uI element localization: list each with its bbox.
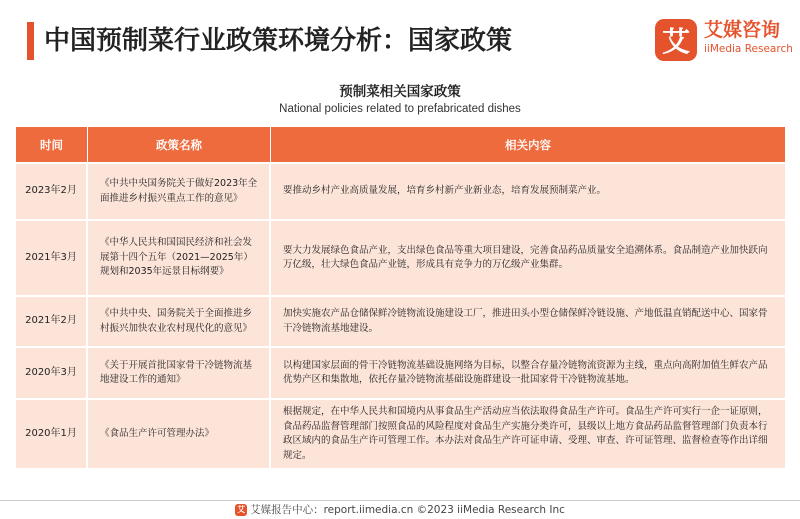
cell-policy: 《中共中央国务院关于做好2023年全面推进乡村振兴重点工作的意见》 <box>88 164 271 219</box>
cell-date: 2021年2月 <box>16 297 88 346</box>
column-header-content: 相关内容 <box>505 137 551 152</box>
cell-policy: 《中共中央、国务院关于全面推进乡村振兴加快农业农村现代化的意见》 <box>88 297 271 346</box>
footer-logo-icon: 艾 <box>237 504 246 514</box>
table-title-en: National policies related to prefabricated dishes <box>279 103 521 115</box>
cell-policy: 《关于开展首批国家骨干冷链物流基地建设工作的通知》 <box>88 348 271 398</box>
cell-date: 2023年2月 <box>16 164 88 219</box>
page-title: 中国预制菜行业政策环境分析：国家政策 <box>44 26 513 56</box>
column-header-policy: 政策名称 <box>88 127 271 162</box>
brand-logo <box>655 17 793 63</box>
footer-text: 艾媒报告中心：report.iimedia.cn ©2023 iiMedia Research Inc <box>250 504 565 516</box>
cell-date: 2020年3月 <box>16 348 88 398</box>
table-row <box>16 162 785 219</box>
column-header-date: 时间 <box>16 127 88 162</box>
logo-name-en: iiMedia Research <box>704 43 793 55</box>
table-row <box>16 346 785 398</box>
policy-table <box>16 127 785 468</box>
table-title-cn: 预制菜相关国家政策 <box>339 84 461 100</box>
title-accent-bar <box>27 22 34 60</box>
cell-content: 要大力发展绿色食品产业，支出绿色食品等重大项目建设，完善食品药品质量安全追溯体系。食品制造产业加快跃向万亿级，壮大绿色食品产业链，形成具有竞争力的万亿级产业集群。 <box>283 244 768 270</box>
cell-content: 加快实施农产品仓储保鲜冷链物流设施建设工厂，推进田头小型仓储保鲜冷链设施、产地低温直销配送中心、国家骨干冷链物流基地建设。 <box>283 308 768 334</box>
cell-content: 以构建国家层面的骨干冷链物流基础设施网络为目标，以整合存量冷链物流资源为主线，重点向高附加值生鲜农产品优势产区和集散地，依托存量冷链物流基础设施群建设一批国家骨干冷链物流基地。 <box>283 359 768 385</box>
cell-date: 2020年1月 <box>16 400 88 468</box>
logo-icon: 艾 <box>655 19 697 61</box>
table-header <box>16 127 785 162</box>
cell-policy: 《食品生产许可管理办法》 <box>88 400 271 468</box>
table-row <box>16 219 785 295</box>
cell-date: 2021年3月 <box>16 221 88 295</box>
footer-divider <box>0 500 800 501</box>
table-row <box>16 398 785 468</box>
cell-content: 要推动乡村产业高质量发展，培育乡村新产业新业态，培育发展预制菜产业。 <box>283 185 607 197</box>
cell-content: 根据规定，在中华人民共和国境内从事食品生产活动应当依法取得食品生产许可。食品生产许可实行一企一证原则，食品药品监督管理部门按照食品的风险程度对食品生产实施分类许可，县级以上地方食品药品监督管理部门负责本行政区域内的食品生产许可管理工作。本办法对食品生产许可证申请、受理、审查、许可证管理、监督检查等作出详细规定。 <box>283 406 768 461</box>
cell-policy: 《中华人民共和国国民经济和社会发展第十四个五年（2021—2025年）规划和2035年远景目标纲要》 <box>88 221 271 295</box>
table-row <box>16 295 785 346</box>
footer <box>0 502 800 517</box>
logo-name-cn: 艾媒咨询 <box>704 19 781 41</box>
